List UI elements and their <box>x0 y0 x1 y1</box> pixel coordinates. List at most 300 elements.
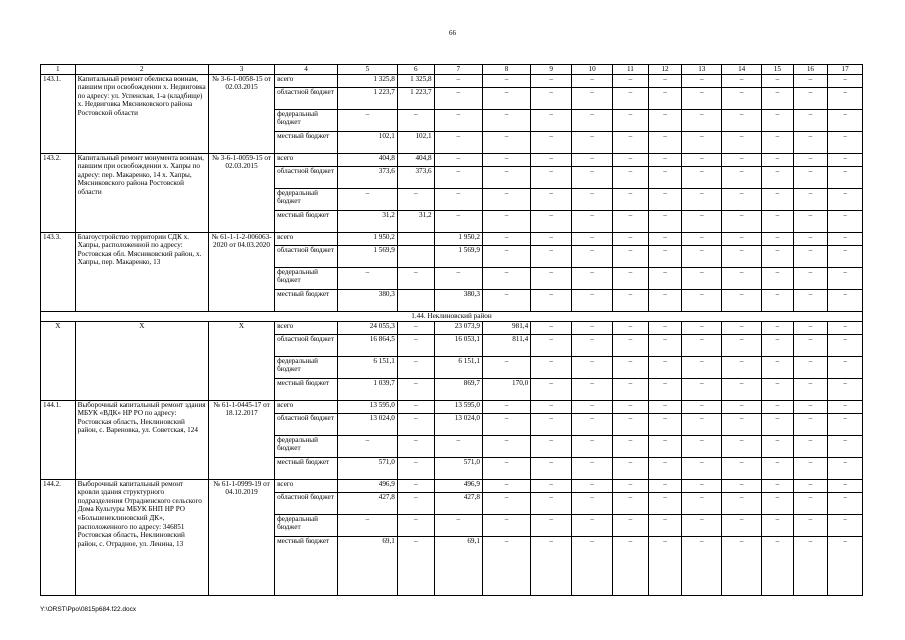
column-number: 9 <box>531 65 572 75</box>
funding-source: местный бюджет <box>275 210 338 232</box>
value-cell: 1 223,7 <box>397 87 434 109</box>
value-cell: – <box>397 378 434 400</box>
value-cell: – <box>613 536 649 595</box>
value-cell: 1 569,9 <box>338 245 398 267</box>
value-cell: – <box>572 378 613 400</box>
document-ref: № 61-1-0445-17 от 18.12.2017 <box>208 400 274 479</box>
column-number: 1 <box>41 65 76 75</box>
value-cell: – <box>648 435 682 457</box>
value-cell: – <box>793 245 828 267</box>
value-cell: – <box>828 321 863 334</box>
value-cell: – <box>762 334 793 356</box>
item-number: 143.3. <box>41 232 76 311</box>
value-cell: 13 024,0 <box>338 413 398 435</box>
value-cell: – <box>572 536 613 595</box>
column-number: 5 <box>338 65 398 75</box>
value-cell: – <box>793 74 828 87</box>
value-cell: – <box>531 492 572 514</box>
object-name: Х <box>75 321 208 400</box>
value-cell: – <box>762 87 793 109</box>
value-cell: – <box>482 400 530 413</box>
value-cell: 404,8 <box>397 153 434 166</box>
value-cell: – <box>531 245 572 267</box>
funding-source: всего <box>275 153 338 166</box>
object-name: Выборочный капитальный ремонт здания МБУК «ВДК» НР РО по адресу: Ростовская область, Неклиновский район, с. Вареновка, ул. Советская, 124 <box>75 400 208 479</box>
value-cell: – <box>572 479 613 492</box>
value-cell: – <box>828 87 863 109</box>
value-cell: – <box>828 457 863 479</box>
funding-source: всего <box>275 400 338 413</box>
section-row <box>41 311 863 321</box>
value-cell: – <box>682 153 722 166</box>
table-row <box>41 232 863 245</box>
funding-source: областной бюджет <box>275 334 338 356</box>
value-cell: – <box>682 267 722 289</box>
value-cell: – <box>482 457 530 479</box>
value-cell: – <box>648 413 682 435</box>
item-number: 143.2. <box>41 153 76 232</box>
value-cell: – <box>613 109 649 131</box>
column-number: 16 <box>793 65 828 75</box>
value-cell: 69,1 <box>434 536 482 595</box>
value-cell: – <box>613 74 649 87</box>
value-cell: – <box>793 267 828 289</box>
value-cell: – <box>793 232 828 245</box>
value-cell: – <box>434 210 482 232</box>
value-cell: – <box>762 356 793 378</box>
value-cell: 496,9 <box>338 479 398 492</box>
value-cell: – <box>531 232 572 245</box>
value-cell: – <box>722 245 762 267</box>
value-cell: 1 325,8 <box>397 74 434 87</box>
value-cell: – <box>613 267 649 289</box>
value-cell: – <box>434 109 482 131</box>
value-cell: – <box>613 232 649 245</box>
value-cell: 373,6 <box>397 166 434 188</box>
value-cell: – <box>572 321 613 334</box>
value-cell: – <box>828 131 863 153</box>
value-cell: – <box>762 378 793 400</box>
value-cell: – <box>828 492 863 514</box>
value-cell: – <box>828 166 863 188</box>
value-cell: – <box>793 210 828 232</box>
value-cell: – <box>482 289 530 311</box>
funding-source: всего <box>275 232 338 245</box>
value-cell: – <box>572 267 613 289</box>
value-cell: – <box>482 267 530 289</box>
value-cell: – <box>613 210 649 232</box>
funding-source: местный бюджет <box>275 131 338 153</box>
value-cell: – <box>793 334 828 356</box>
value-cell: – <box>613 321 649 334</box>
value-cell: – <box>613 289 649 311</box>
value-cell: – <box>793 321 828 334</box>
value-cell: – <box>531 210 572 232</box>
value-cell: – <box>648 131 682 153</box>
value-cell: – <box>613 492 649 514</box>
value-cell: – <box>648 166 682 188</box>
value-cell: – <box>482 166 530 188</box>
value-cell: – <box>613 166 649 188</box>
value-cell: – <box>722 166 762 188</box>
value-cell: – <box>648 188 682 210</box>
value-cell: – <box>722 492 762 514</box>
value-cell: – <box>828 289 863 311</box>
value-cell: – <box>572 188 613 210</box>
value-cell: – <box>434 131 482 153</box>
object-name: Выборочный капитальный ремонт кровли здания структурного подразделения Отрадненского сельского Дома Культуры МБУК БНП НР РО «Большенеклиновский ДК», расположенного по адресу: 346851 Ростовская область, Неклиновский район, с. Отрадное, ул. Ленина, 13 <box>75 479 208 595</box>
value-cell: – <box>828 232 863 245</box>
value-cell: – <box>572 457 613 479</box>
value-cell: – <box>338 188 398 210</box>
value-cell: 869,7 <box>434 378 482 400</box>
value-cell: – <box>648 479 682 492</box>
value-cell: – <box>722 435 762 457</box>
value-cell: – <box>572 492 613 514</box>
item-number: 144.2. <box>41 479 76 595</box>
value-cell: – <box>648 492 682 514</box>
value-cell: – <box>613 188 649 210</box>
value-cell: – <box>338 267 398 289</box>
value-cell: – <box>762 232 793 245</box>
value-cell: – <box>793 479 828 492</box>
value-cell: – <box>613 457 649 479</box>
value-cell: – <box>531 514 572 536</box>
value-cell: – <box>762 166 793 188</box>
value-cell: – <box>397 267 434 289</box>
funding-source: федеральный бюджет <box>275 356 338 378</box>
value-cell: – <box>482 153 530 166</box>
value-cell: – <box>531 267 572 289</box>
value-cell: – <box>648 245 682 267</box>
value-cell: – <box>613 378 649 400</box>
value-cell: – <box>682 232 722 245</box>
value-cell: – <box>793 378 828 400</box>
value-cell <box>397 245 434 267</box>
column-number: 17 <box>828 65 863 75</box>
value-cell: – <box>762 457 793 479</box>
value-cell: 6 151,1 <box>338 356 398 378</box>
value-cell: – <box>531 109 572 131</box>
value-cell: – <box>531 321 572 334</box>
table-row <box>41 321 863 334</box>
value-cell: – <box>572 334 613 356</box>
funding-source: всего <box>275 479 338 492</box>
funding-source: местный бюджет <box>275 457 338 479</box>
value-cell: – <box>722 413 762 435</box>
value-cell: 69,1 <box>338 536 398 595</box>
value-cell: – <box>793 413 828 435</box>
value-cell: – <box>793 400 828 413</box>
value-cell: – <box>482 356 530 378</box>
value-cell: – <box>828 514 863 536</box>
value-cell: 981,4 <box>482 321 530 334</box>
value-cell: – <box>682 457 722 479</box>
value-cell: – <box>793 188 828 210</box>
value-cell: 23 073,9 <box>434 321 482 334</box>
value-cell: – <box>572 232 613 245</box>
value-cell: 1 223,7 <box>338 87 398 109</box>
value-cell: – <box>828 153 863 166</box>
funding-source: областной бюджет <box>275 245 338 267</box>
value-cell: – <box>648 289 682 311</box>
value-cell: – <box>531 457 572 479</box>
value-cell: – <box>397 413 434 435</box>
value-cell: – <box>828 245 863 267</box>
item-number: Х <box>41 321 76 400</box>
value-cell: – <box>531 378 572 400</box>
value-cell: – <box>682 334 722 356</box>
value-cell: – <box>828 536 863 595</box>
value-cell: – <box>572 153 613 166</box>
value-cell: – <box>682 131 722 153</box>
value-cell: – <box>397 321 434 334</box>
value-cell: – <box>762 289 793 311</box>
value-cell: – <box>762 188 793 210</box>
value-cell: – <box>682 356 722 378</box>
value-cell: – <box>722 87 762 109</box>
value-cell: – <box>338 514 398 536</box>
value-cell: – <box>397 457 434 479</box>
value-cell: – <box>793 457 828 479</box>
value-cell: – <box>648 210 682 232</box>
value-cell: – <box>482 479 530 492</box>
value-cell: – <box>648 457 682 479</box>
funding-source: федеральный бюджет <box>275 514 338 536</box>
value-cell: – <box>397 356 434 378</box>
funding-source: всего <box>275 321 338 334</box>
value-cell: – <box>762 267 793 289</box>
value-cell: – <box>482 109 530 131</box>
value-cell: – <box>531 74 572 87</box>
value-cell: 1 950,2 <box>338 232 398 245</box>
column-number-row <box>41 65 863 75</box>
value-cell: – <box>531 400 572 413</box>
value-cell: – <box>397 514 434 536</box>
value-cell: – <box>722 289 762 311</box>
value-cell: – <box>531 479 572 492</box>
value-cell: – <box>572 245 613 267</box>
value-cell: 373,6 <box>338 166 398 188</box>
value-cell: – <box>722 514 762 536</box>
value-cell: – <box>682 321 722 334</box>
value-cell: – <box>682 109 722 131</box>
column-number: 14 <box>722 65 762 75</box>
value-cell: – <box>397 492 434 514</box>
column-number: 15 <box>762 65 793 75</box>
value-cell: – <box>482 232 530 245</box>
value-cell: – <box>682 536 722 595</box>
object-name: Капитальный ремонт монумента воинам, павшим при освобождении х. Хапры по адресу: пер. Макаренко, 14 х. Хапры, Мясниковского района Ростовской области <box>75 153 208 232</box>
value-cell: – <box>793 87 828 109</box>
value-cell: – <box>762 536 793 595</box>
funding-source: областной бюджет <box>275 166 338 188</box>
value-cell: – <box>828 210 863 232</box>
value-cell: – <box>572 210 613 232</box>
value-cell: – <box>572 413 613 435</box>
value-cell: 16 864,5 <box>338 334 398 356</box>
value-cell: – <box>722 109 762 131</box>
value-cell: – <box>762 131 793 153</box>
value-cell: – <box>793 536 828 595</box>
value-cell: – <box>648 74 682 87</box>
value-cell: – <box>722 210 762 232</box>
document-ref: Х <box>208 321 274 400</box>
value-cell: – <box>531 188 572 210</box>
object-name: Капитальный ремонт обелиска воинам, павшим при освобождении х. Недвиговка по адресу: ул. Успенская, 1-а (кладбище) х. Недвиговка Мясниковского района Ростовской области <box>75 74 208 153</box>
value-cell: – <box>613 356 649 378</box>
value-cell: – <box>482 536 530 595</box>
budget-table <box>40 64 863 596</box>
value-cell: – <box>482 210 530 232</box>
value-cell: – <box>572 87 613 109</box>
value-cell: 1 039,7 <box>338 378 398 400</box>
value-cell: – <box>793 514 828 536</box>
value-cell: – <box>531 356 572 378</box>
value-cell: – <box>434 435 482 457</box>
value-cell: – <box>722 356 762 378</box>
value-cell: – <box>531 413 572 435</box>
value-cell: – <box>531 153 572 166</box>
funding-source: федеральный бюджет <box>275 267 338 289</box>
value-cell: 571,0 <box>434 457 482 479</box>
value-cell: – <box>434 87 482 109</box>
value-cell: – <box>793 109 828 131</box>
value-cell: – <box>648 153 682 166</box>
value-cell: – <box>434 166 482 188</box>
value-cell: 31,2 <box>397 210 434 232</box>
value-cell: – <box>648 400 682 413</box>
value-cell: – <box>722 536 762 595</box>
funding-source: федеральный бюджет <box>275 188 338 210</box>
column-number: 2 <box>75 65 208 75</box>
value-cell: 1 325,8 <box>338 74 398 87</box>
value-cell: 380,3 <box>434 289 482 311</box>
page-number: 66 <box>449 29 456 37</box>
value-cell: – <box>613 479 649 492</box>
value-cell: – <box>648 536 682 595</box>
value-cell: – <box>572 131 613 153</box>
value-cell: – <box>434 74 482 87</box>
value-cell: – <box>531 87 572 109</box>
value-cell: – <box>682 166 722 188</box>
value-cell: 102,1 <box>338 131 398 153</box>
value-cell: – <box>613 435 649 457</box>
value-cell: – <box>648 109 682 131</box>
value-cell: – <box>572 514 613 536</box>
value-cell: 380,3 <box>338 289 398 311</box>
document-ref: № 3-6-1-0059-15 от 02.03.2015 <box>208 153 274 232</box>
value-cell <box>397 289 434 311</box>
value-cell: – <box>762 210 793 232</box>
value-cell: – <box>613 413 649 435</box>
value-cell: – <box>762 479 793 492</box>
value-cell: – <box>828 74 863 87</box>
value-cell <box>397 232 434 245</box>
item-number: 144.1. <box>41 400 76 479</box>
item-number: 143.1. <box>41 74 76 153</box>
value-cell: – <box>397 109 434 131</box>
value-cell: – <box>762 413 793 435</box>
value-cell: 13 595,0 <box>434 400 482 413</box>
table-row <box>41 479 863 492</box>
value-cell: – <box>648 334 682 356</box>
document-ref: № 61-1-0999-19 от 04.10.2019 <box>208 479 274 595</box>
value-cell: – <box>482 87 530 109</box>
value-cell: – <box>572 166 613 188</box>
value-cell: – <box>572 109 613 131</box>
column-number: 3 <box>208 65 274 75</box>
document-ref: № 61-1-1-2-006063-2020 от 04.03.2020 <box>208 232 274 311</box>
value-cell: – <box>572 289 613 311</box>
object-name: Благоустройство территории СДК х. Хапры, расположенной по адресу: Ростовская обл. Мясниковский район, х. Хапры, пер. Макаренко, 13 <box>75 232 208 311</box>
funding-source: местный бюджет <box>275 536 338 595</box>
value-cell: – <box>793 356 828 378</box>
column-number: 6 <box>397 65 434 75</box>
value-cell: – <box>397 334 434 356</box>
table-row <box>41 153 863 166</box>
value-cell: 571,0 <box>338 457 398 479</box>
value-cell: – <box>762 514 793 536</box>
file-path: Y:\ORST\Ppo\0815p684.f22.docx <box>40 606 137 613</box>
value-cell: – <box>482 514 530 536</box>
value-cell: – <box>482 413 530 435</box>
value-cell: – <box>613 153 649 166</box>
value-cell: 31,2 <box>338 210 398 232</box>
value-cell: – <box>722 334 762 356</box>
value-cell: – <box>682 74 722 87</box>
value-cell: – <box>828 400 863 413</box>
funding-source: федеральный бюджет <box>275 435 338 457</box>
value-cell: – <box>531 435 572 457</box>
value-cell: – <box>397 435 434 457</box>
value-cell: – <box>613 131 649 153</box>
value-cell: 13 024,0 <box>434 413 482 435</box>
value-cell: – <box>648 356 682 378</box>
value-cell: – <box>572 400 613 413</box>
value-cell: – <box>762 74 793 87</box>
value-cell: – <box>828 267 863 289</box>
value-cell: – <box>762 153 793 166</box>
value-cell: – <box>722 378 762 400</box>
value-cell: – <box>531 536 572 595</box>
value-cell: – <box>613 245 649 267</box>
value-cell: – <box>722 232 762 245</box>
value-cell: – <box>762 109 793 131</box>
value-cell: 24 055,3 <box>338 321 398 334</box>
value-cell: – <box>793 492 828 514</box>
value-cell: – <box>793 131 828 153</box>
table-row <box>41 74 863 87</box>
value-cell: – <box>531 131 572 153</box>
funding-source: всего <box>275 74 338 87</box>
value-cell: – <box>722 153 762 166</box>
value-cell: – <box>482 245 530 267</box>
value-cell: – <box>648 514 682 536</box>
value-cell: – <box>722 74 762 87</box>
value-cell: – <box>613 514 649 536</box>
value-cell: – <box>338 435 398 457</box>
column-number: 13 <box>682 65 722 75</box>
value-cell: – <box>828 188 863 210</box>
column-number: 10 <box>572 65 613 75</box>
value-cell: – <box>828 109 863 131</box>
document-ref: № 3-6-1-0058-15 от 02.03.2015 <box>208 74 274 153</box>
value-cell: – <box>762 245 793 267</box>
value-cell: – <box>434 188 482 210</box>
funding-source: областной бюджет <box>275 87 338 109</box>
value-cell: – <box>682 188 722 210</box>
